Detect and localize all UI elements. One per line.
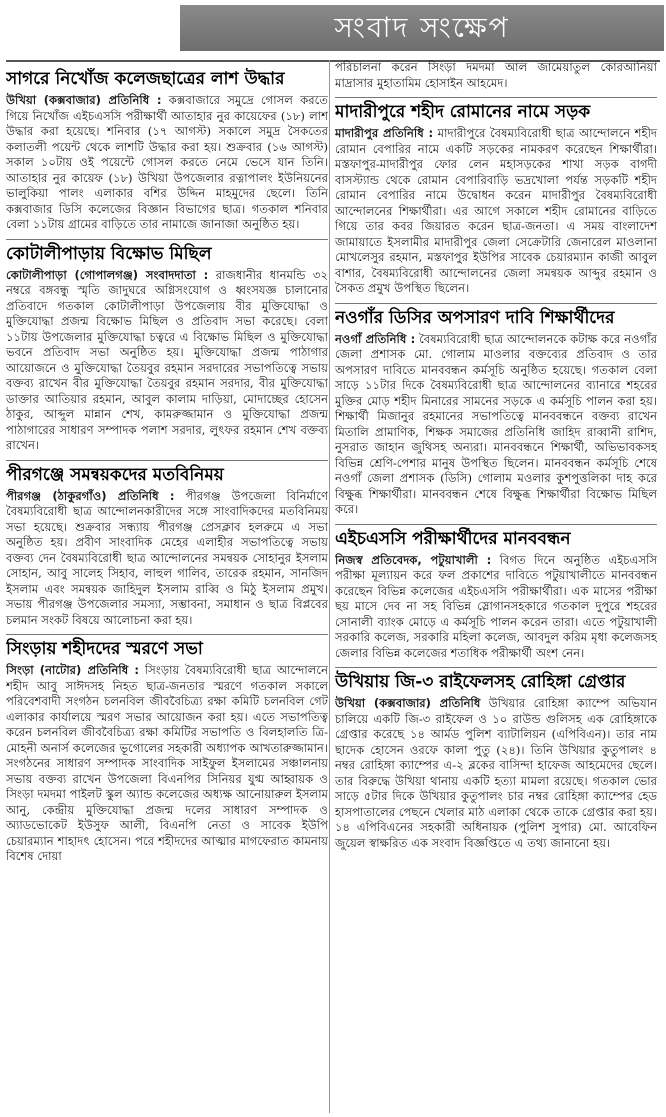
- story-text: পরিচালনা করেন সিংড়া দমদমা আল জামেয়াতুল কোরআনিয়া মাদ্রাসার মুহাতামিম হোসাইন আহমেদ।: [335, 60, 657, 90]
- story-body: [335, 553, 657, 662]
- story-headline: উখিয়ায় জি-৩ রাইফেলসহ রোহিঙ্গা গ্রেপ্তার: [335, 667, 657, 693]
- story-headline: সাগরে নিখোঁজ কলেজছাত্রের লাশ উদ্ধার: [6, 69, 285, 89]
- story-text: উখিয়ার রোহিঙ্গা ক্যাম্পে অভিযান চালিয়ে একটি জি-৩ রাইফেল ও ১০ রাউন্ড গুলিসহ এক রোহিঙ্গাকে গ্রেপ্তার করেছে ১৪ আর্মড পুলিশ ব্যাটালিয়ন (এপিবিএন)। তার নাম ছাদেক হোসেন ওরফে কালা পুতু (২৪)। তিনি উখিয়ার কুতুপালং ৪ নম্বর রোহিঙ্গা ক্যাম্পের এ-২ ব্লকের বাসিন্দা হাফেজ আহমেদের ছেলে। তার বিরুদ্ধে উখিয়া থানায় একটি হত্যা মামলা রয়েছে। গতকাল ভোর সাড়ে ৫টার দিকে উখিয়ার কুতুপালং চার নম্বর রোহিঙ্গা ক্যাম্পের হেড হাসপাতালের পেছনে খেলার মাঠ এলাকা থেকে তাকে গ্রেপ্তার করা হয়। ১৪ এপিবিএনের সহকারী অধিনায়ক (পুলিশ সুপার) মো. আবেফিন জুয়েল স্বাক্ষরিত এক সংবাদ বিজ্ঞপ্তিতে এ তথ্য জানানো হয়।: [335, 696, 657, 850]
- story-headline: সিংড়ায় শহীদদের স্মরণে সভা: [6, 634, 328, 660]
- story-dateline: নওগাঁ প্রতিনিধি :: [335, 331, 416, 346]
- story-dateline: মাদারীপুর প্রতিনিধি :: [335, 126, 434, 140]
- story-dateline: উখিয়া (কক্সবাজার) প্রতিনিধি :: [6, 93, 162, 107]
- story-text: সিংড়ায় বৈষম্যবিরোধী ছাত্র আন্দোলনে শহীদ আবু সাঈদসহ নিহত ছাত্র-জনতার স্মরণে গতকাল সকালে পরিবেশবাদী সংগঠন চলনবিল জীববৈচিত্র্য রক্ষা কমিটি চলনবিল গেট এলাকার কার্যালয়ে স্মরণ সভার আয়োজন করা হয়। এতে সভাপতিত্ব করেন চলনবিল জীববৈচিত্র্য রক্ষা কমিটির সভাপতি ও বিলহালতি ত্রি-মোহনী অনার্স কলেজের ভূগোলের সহকারী অধ্যাপক আখতারুজ্জামান। সংগঠনের সাধারণ সম্পাদক সাংবাদিক সাইফুল ইসলামের সঞ্চালনায় সভায় বক্তব্য রাখেন উপজেলা বিএনপির সিনিয়র যুগ্ম আহ্বায়ক ও সিংড়া দমদমা পাইলট স্কুল অ্যান্ড কলেজের অধ্যক্ষ আনোয়ারুল ইসলাম আনু, কেন্দ্রীয় মুক্তিযোদ্ধা প্রজন্ম দলের সাধারণ সম্পাদক ও অ্যাডভোকেট ইউসুফ আলী, বিএনপি নেতা ও সাবেক ইউপি চেয়ারম্যান শাহাদৎ হোসেন। পরে শহীদদের আত্মার মাগফেরাত কামনায় বিশেষ দোয়া: [6, 663, 328, 863]
- story-body: [6, 268, 328, 454]
- story-dateline: পীরগঞ্জ (ঠাকুরগাঁও) প্রতিনিধি :: [6, 488, 175, 503]
- story-body: [6, 663, 328, 865]
- story-text: বিগত দিনে অনুষ্ঠিত এইচএসসি পরীক্ষা মূল্যায়ন করে ফল প্রকাশের দাবিতে পটুয়াখালীতে মানববন্ধন করেছেন বিভিন্ন কলেজের এইচএসসি পরীক্ষার্থীরা। এক মাসের পরীক্ষা ছয় মাসে দেব না সহ বিভিন্ন স্লোগানসহকারে গতকাল দুপুরে শহরের সোনালী ব্যাংক মোড়ে এ কর্মসূচি পালন করেন তারা। এতে পটুয়াখালী সরকারি কলেজ, সরকারি মহিলা কলেজ, আবদুল করিম মৃধা কলেজসহ জেলার বিভিন্ন কলেজের শতাধিক পরীক্ষার্থী অংশ নেন।: [335, 552, 657, 660]
- news-story: [6, 68, 328, 233]
- story-dateline: উখিয়া (কক্সবাজার) প্রতিনিধি: [335, 696, 481, 710]
- story-text: পীরগঞ্জ উপজেলা বিনির্মাণে বৈষম্যবিরোধী ছাত্র আন্দোলনকারীদের সঙ্গে সাংবাদিকদের মতবিনিময় সভা হয়েছে। শুক্রবার সন্ধ্যায় পীরগঞ্জ প্রেসক্লাব হলরুমে এ সভা অনুষ্ঠিত হয়। প্রবীণ সাংবাদিক মেহের এলাহীর সভাপতিত্বে সভায় বক্তব্য দেন বৈষম্যবিরোধী ছাত্র আন্দোলনের সমন্বয়ক সোহানুর ইসলাম সোহান, আবু সালেহ সিহাব, লাহুল গালিব, তারেক রহমান, সানজিদ ইসলাম এবং সমন্বয়ক জাহিদুল ইসলাম রাব্বি ও মিঠু ইসলাম প্রমুখ। সভায় পীরগঞ্জ উপজেলার সমস্যা, সম্ভাবনা, সমাধান ও ছাত্র বিপ্লবের চলমান সংকট বিষয়ে আলোচনা করা হয়।: [6, 488, 328, 627]
- story-text: মাদারীপুরে বৈষম্যবিরোধী ছাত্র আন্দোলনে শহীদ রোমান বেপারির নামে একটি সড়কের নামকরণ করেছেন শিক্ষার্থীরা। মস্তফাপুর-মাদারীপুর ফোর লেন মহাসড়কের শাখা সড়ক বাগদী বাসস্ট্যান্ড থেকে রোমান বেপারিবাড়ি ভদ্রখোলা পর্যন্ত সড়কটি শহীদ রোমান বেপারির নামে উদ্বোধন করেন মাদারীপুর বৈষম্যবিরোধী আন্দোলনের শিক্ষার্থীরা। এর আগে সকালে শহীদ রোমানের বাড়িতে গিয়ে তার কবর জিয়ারত করেন ছাত্র-জনতা। এ সময় বাংলাদেশ জামায়াতে ইসলামীর মাদারীপুর জেলা সেক্রেটারি জেনারেল মাওলানা মোখলেসুর রহমান, মস্তফাপুর ইউপির সাবেক চেয়ারম্যান কাজী আবুল বাশার, বৈষম্যবিরোধী আন্দোলনের জেলা সমন্বয়ক আব্দুর রহমান ও সৈকত প্রমুখ উপস্থিত ছিলেন।: [335, 126, 657, 295]
- story-dateline: কোটালীপাড়া (গোপালগঞ্জ) সংবাদদাতা :: [6, 267, 209, 282]
- section-banner: সংবাদ সংক্ষেপ: [180, 5, 664, 51]
- news-story: [335, 303, 657, 518]
- news-story: [335, 97, 657, 297]
- story-body: [6, 93, 328, 233]
- story-body: [335, 60, 657, 91]
- news-story: [6, 634, 328, 865]
- news-story: [335, 524, 657, 662]
- right-column: [335, 60, 657, 1113]
- story-text: বৈষম্যবিরোধী ছাত্র আন্দোলনকে কটাক্ষ করে নওগাঁর জেলা প্রশাসক মো. গোলাম মাওলার বক্তব্যের প্রতিবাদ ও তার অপসারণ দাবিতে মানববন্ধন কর্মসূচি অনুষ্ঠিত হয়েছে। গতকাল বেলা সাড়ে ১১টার দিকে বৈষম্যবিরোধী ছাত্র আন্দোলনের ব্যানারে শহরের মুক্তির মোড় শহীদ মিনারের সামনের সড়কে এ কর্মসূচি পালন করা হয়। শিক্ষার্থী মিজানুর রহমানের সভাপতিত্বে মানববন্ধনে বক্তব্য রাখেন মিতালি প্রামাণিক, শিক্ষক সমাজের প্রতিনিধি জাহিদ রাব্বানী রাশিদ, নুসরাত জাহান জুথিসহ অন্যরা। মানববন্ধনে শিক্ষার্থী, অভিভাবকসহ বিভিন্ন শ্রেণি-পেশার মানুষ উপস্থিত ছিলেন। মানববন্ধন কর্মসূচি শেষে নওগাঁ জেলা প্রশাসক (ডিসি) গোলাম মওলার কুশপুত্তলিকা দাহ করে বিক্ষুব্ধ শিক্ষার্থীরা। মানববন্ধন শেষে বিক্ষুব্ধ শিক্ষার্থীরা বিক্ষোভ মিছিল করে।: [335, 331, 657, 516]
- news-story: [6, 239, 328, 454]
- story-body: [335, 696, 657, 851]
- story-body: [335, 126, 657, 297]
- news-story: [6, 460, 328, 629]
- story-text: কক্সবাজারে সমুদ্রে গোসল করতে গিয়ে নিখোঁজ এইচএসসি পরীক্ষার্থী আতাহার নুর কায়েফের (১৮) লাশ উদ্ধার করা হয়েছে। শনিবার (১৭ আগস্ট) সকালে সমুদ্র সৈকতের কলাতলী পয়েন্ট থেকে লাশটি উদ্ধার করা হয়। শুক্রবার (১৬ আগস্ট) সকাল ১০টায় ওই পয়েন্টে গোসল করতে নেমে ভেসে যান তিনি। আতাহার নুর কায়েফ (১৮) উখিয়া উপজেলার রত্নাপালং ইউনিয়নের ভালুকিয়া পালং এলাকার বশির উদ্দিন মাহমুদের ছেলে। তিনি কক্সবাজার ডিসি কলেজের বিজ্ঞান বিভাগের ছাত্র। গতকাল শনিবার বেলা ১১টায় গ্রামের বাড়িতে তার নামাজে জানাজা অনুষ্ঠিত হয়।: [6, 93, 328, 231]
- story-body: [6, 489, 328, 629]
- column-divider: [329, 60, 330, 1113]
- story-headline: নওগাঁর ডিসির অপসারণ দাবি শিক্ষার্থীদের: [335, 303, 657, 329]
- story-text: রাজধানীর ধানমন্ডি ৩২ নম্বরে বঙ্গবন্ধু স্মৃতি জাদুঘরে অগ্নিসংযোগ ও ধ্বংসযজ্ঞ চালানোর প্রতিবাদে গতকাল কোটালীপাড়া উপজেলায় বীর মুক্তিযোদ্ধা ও মুক্তিযোদ্ধা প্রজন্ম বিক্ষোভ মিছিল ও প্রতিবাদ সভা করেছে। বেলা ১১টায় উপজেলার মুক্তিযোদ্ধা চত্বরে এ বিক্ষোভ মিছিল ও মুক্তিযোদ্ধা ভবনে প্রতিবাদ সভা অনুষ্ঠিত হয়। মুক্তিযোদ্ধা প্রজন্ম পাঠাগার আয়োজনে ও মুক্তিযোদ্ধা তৈয়বুর রহমান সরদারের সভাপতিত্বে সভায় বক্তব্য রাখেন বীর মুক্তিযোদ্ধা তৈয়বুর রহমান সরদার, বীর মুক্তিযোদ্ধা ডাক্তার আতিয়ার রহমান, আবুল কালাম দাড়িয়া, মোদাচ্ছের হোসেন ঠাকুর, আব্দুল মান্নান শেখ, কামরুজ্জামান ও মুক্তিযোদ্ধা প্রজন্ম পাঠাগারের সাধারণ সম্পাদক পলাশ সরদার, লুৎফর রহমান শেখ বক্তব্য রাখেন।: [6, 267, 328, 452]
- story-dateline: সিংড়া (নাটোর) প্রতিনিধি :: [6, 663, 140, 677]
- story-headline: কোটালীপাড়ায় বিক্ষোভ মিছিল: [6, 239, 328, 265]
- story-dateline: নিজস্ব প্রতিবেদক, পটুয়াখালী :: [335, 552, 492, 567]
- left-column: [6, 68, 328, 1113]
- story-body: [335, 332, 657, 518]
- story-headline: পীরগঞ্জে সমন্বয়কদের মতবিনিময়: [6, 460, 328, 486]
- story-headline: এইচএসসি পরীক্ষার্থীদের মানববন্ধন: [335, 524, 657, 550]
- news-story: [335, 667, 657, 851]
- news-story-continued: [335, 60, 657, 91]
- story-headline: মাদারীপুরে শহীদ রোমানের নামে সড়ক: [335, 97, 657, 123]
